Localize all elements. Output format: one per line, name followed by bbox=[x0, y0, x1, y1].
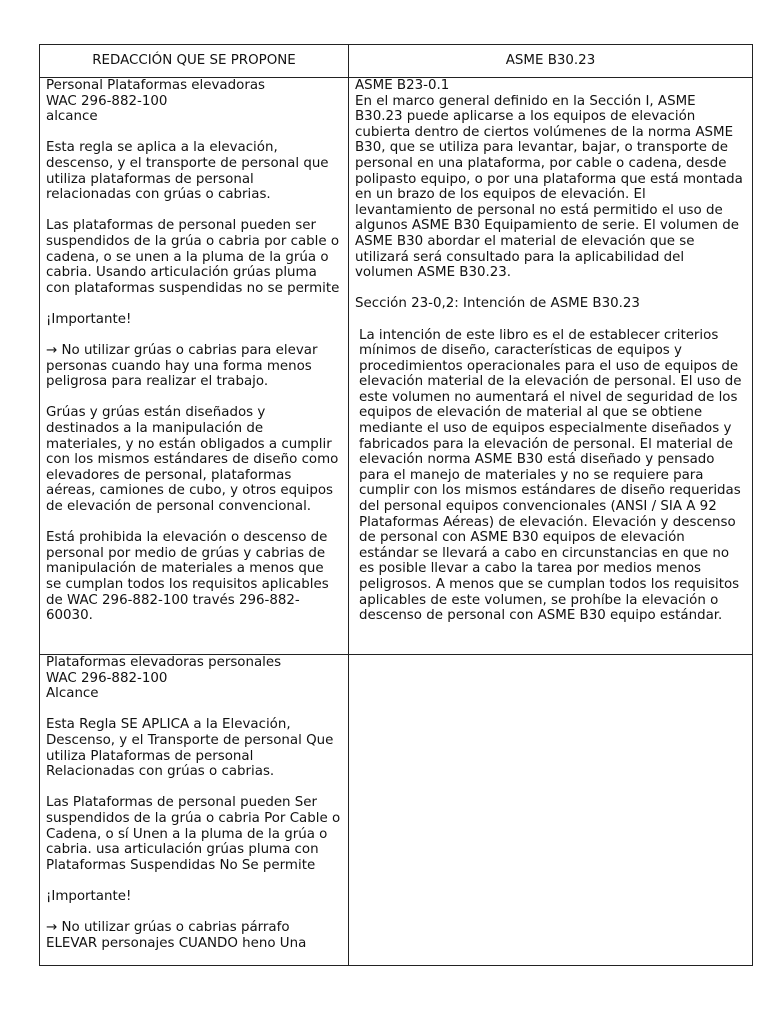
section-heading: ASME B23-0.1 bbox=[355, 78, 450, 93]
heading-line: Personal Plataformas elevadoras bbox=[46, 78, 266, 93]
table-row bbox=[40, 78, 753, 655]
heading-line: WAC 296-882-100 bbox=[46, 670, 168, 686]
paragraph: Las plataformas de personal pueden ser suspendidos de la grúa o cabria por cable o cadena, o se unen a la pluma de la grúa o cabria. Usando articulación grúas pluma con plataformas suspendidas no se permite bbox=[46, 218, 340, 296]
heading-line: WAC 296-882-100 bbox=[46, 93, 168, 109]
important-label: ¡Importante! bbox=[46, 888, 132, 904]
paragraph: Esta Regla SE APLICA a la Elevación, Descenso, y el Transporte de personal Que utiliza Plataformas de personal Relacionadas con grúas o cabrias. bbox=[46, 717, 334, 780]
proposed-cell bbox=[40, 78, 349, 655]
paragraph: Grúas y grúas están diseñados y destinados a la manipulación de materiales, y no están obligados a cumplir con los mismos estándares de diseño como elevadores de personal, plataformas aéreas, camiones de cubo, y otros equipos de elevación de personal convencional. bbox=[46, 405, 339, 515]
important-label: ¡Importante! bbox=[46, 311, 132, 327]
paragraph: Está prohibida la elevación o descenso de personal por medio de grúas y cabrias de manipulación de materiales a menos que se cumplan todos los requisitos aplicables de WAC 296-882-100 través 296-882-60030. bbox=[46, 530, 329, 624]
section-heading bbox=[46, 78, 342, 125]
proposed-cell bbox=[40, 655, 349, 966]
cell-content bbox=[46, 655, 342, 962]
section-heading-block bbox=[355, 78, 746, 281]
paragraph: En el marco general definido en la Sección I, ASME B30.23 puede aplicarse a los equipos de elevación cubierta dentro de ciertos volúmenes de la norma ASME B30, que se utiliza para levantar, bajar, o transporte de personal en una plataforma, por cable o cadena, desde polipasto equipo, o por una plataforma que está montada en un brazo de los equipos de elevación. El levantamiento de personal no está permitido el uso de algunos ASME B30 Equipamiento de serie. El volumen de ASME B30 abordar el material de elevación que se utilizará será consultado para la aplicabilidad del volumen ASME B30.23. bbox=[355, 93, 743, 281]
header-proposed-wording: REDACCIÓN QUE SE PROPONE bbox=[40, 45, 349, 78]
section-heading bbox=[46, 655, 342, 702]
paragraph: Las Plataformas de personal pueden Ser suspendidos de la grúa o cabria Por Cable o Cadena, o sí Unen a la pluma de la grúa o cabria. usa articulación grúas pluma con Plataformas Suspendidas No Se permite bbox=[46, 795, 341, 873]
heading-line: alcance bbox=[46, 109, 98, 125]
header-asme-b30-23: ASME B30.23 bbox=[349, 45, 753, 78]
paragraph: → No utilizar grúas o cabrias párrafo ELEVAR personajes CUANDO heno Una bbox=[46, 920, 307, 951]
section-heading: Sección 23-0,2: Intención de ASME B30.23 bbox=[355, 296, 640, 312]
comparison-table bbox=[39, 44, 753, 966]
table-row bbox=[40, 655, 753, 966]
asme-cell-empty bbox=[349, 655, 753, 966]
paragraph: Esta regla se aplica a la elevación, descenso, y el transporte de personal que utiliza plataformas de personal relacionadas con grúas o cabrias. bbox=[46, 140, 329, 203]
asme-cell bbox=[349, 78, 753, 655]
heading-line: Alcance bbox=[46, 686, 99, 702]
heading-line: Plataformas elevadoras personales bbox=[46, 655, 282, 670]
paragraph: La intención de este libro es el de establecer criterios mínimos de diseño, características de equipos y procedimientos operacionales para el uso de equipos de elevación material de la elevación de personal. El uso de este volumen no aumentará el nivel de seguridad de los equipos de elevación de material al que se obtiene mediante el uso de equipos especialmente diseñados y fabricados para la elevación de personal. El material de elevación norma ASME B30 está diseñado y pensado para el manejo de materiales y no se requiere para cumplir con los mismos estándares de diseño requeridas del personal equipos convencionales (ANSI / SIA A 92 Plataformas Aéreas) de elevación. Elevación y descenso de personal con ASME B30 equipos de elevación estándar se llevará a cabo en circunstancias en que no es posible llevar a cabo la tarea por medios menos peligrosos. A menos que se cumplan todos los requisitos aplicables de este volumen, se prohíbe la elevación o descenso de personal con ASME B30 equipo estándar. bbox=[359, 327, 742, 624]
table-header-row bbox=[40, 45, 753, 78]
paragraph: → No utilizar grúas o cabrias para elevar personas cuando hay una forma menos peligrosa para realizar el trabajo. bbox=[46, 343, 318, 390]
